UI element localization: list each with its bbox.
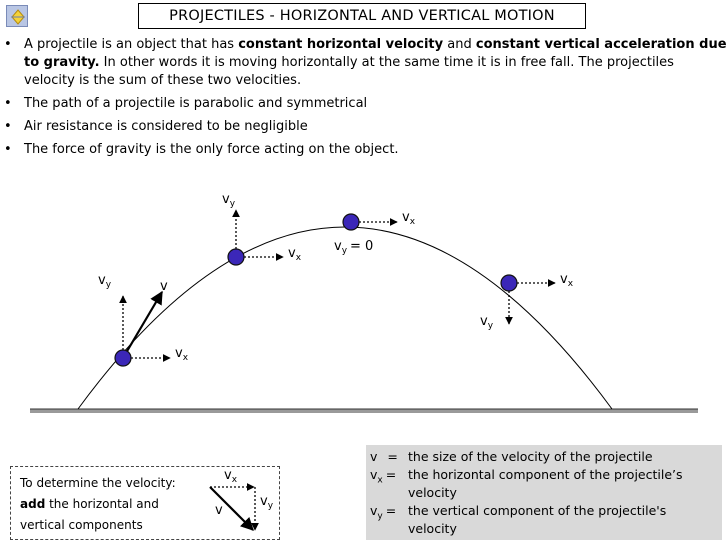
legend-box bbox=[366, 445, 722, 540]
ground-line bbox=[30, 409, 698, 413]
bullet-text: and bbox=[443, 37, 476, 52]
note-line-2 bbox=[20, 494, 279, 515]
legend-symbol: v = bbox=[370, 449, 398, 464]
projectile-ball bbox=[343, 214, 359, 230]
projectile-ball bbox=[228, 249, 244, 265]
bullet-text: The force of gravity is the only force acting on the object. bbox=[24, 142, 399, 157]
vy-label: $v_y$ bbox=[260, 494, 274, 511]
bullet-dot: • bbox=[4, 96, 12, 111]
legend-row bbox=[370, 448, 718, 466]
bullet-text: Air resistance is considered to be negligible bbox=[24, 119, 308, 134]
note-line-1: To determine the velocity: bbox=[20, 476, 176, 490]
page-title: PROJECTILES - HORIZONTAL AND VERTICAL MOTION bbox=[138, 3, 586, 29]
vx-label: $v_x$ bbox=[224, 468, 238, 485]
legend-row bbox=[370, 466, 718, 502]
velocity-arrow bbox=[123, 292, 162, 358]
velocity-label: v bbox=[215, 503, 223, 518]
projectile-ball bbox=[115, 350, 131, 366]
vy-label: $v_y$ bbox=[480, 314, 494, 331]
vx-label: $v_x$ bbox=[175, 346, 189, 363]
legend-text: the horizontal component of the projectile’s velocity bbox=[408, 467, 683, 500]
vy-zero-label: $v_y = 0$ bbox=[334, 239, 374, 256]
legend-text: the vertical component of the projectile's velocity bbox=[408, 503, 667, 536]
vy-label: $v_y$ bbox=[222, 192, 236, 209]
projectile-ball bbox=[501, 275, 517, 291]
vy-label: $v_y$ bbox=[98, 273, 112, 290]
velocity-note-box bbox=[10, 466, 280, 540]
bullet-dot: • bbox=[4, 142, 12, 157]
note-line-2-rest: the horizontal and bbox=[45, 497, 159, 511]
ball-descending-group bbox=[480, 272, 574, 331]
bullet-dot: • bbox=[4, 37, 12, 52]
ball-launch-group bbox=[98, 273, 189, 366]
vx-label: $v_x$ bbox=[560, 272, 574, 289]
bullet-bold-text: constant horizontal velocity bbox=[238, 37, 444, 52]
note-line-3: vertical components bbox=[20, 518, 143, 532]
bullet-text: The path of a projectile is parabolic and symmetrical bbox=[24, 96, 368, 111]
legend-text: the size of the velocity of the projectile bbox=[408, 449, 653, 464]
legend-symbol: $v_x$ = bbox=[370, 467, 397, 486]
ball-rising-group bbox=[222, 192, 302, 265]
bullet-text: In other words it is moving horizontally at the same time it is in free fall. The projectiles velocity is the sum of these two velocities. bbox=[24, 55, 674, 88]
vx-label: $v_x$ bbox=[402, 210, 416, 227]
ball-apex-group bbox=[334, 210, 416, 256]
bullet-text: A projectile is an object that has bbox=[24, 37, 239, 52]
velocity-label: v bbox=[160, 279, 168, 294]
legend-row bbox=[370, 502, 718, 538]
vx-label: $v_x$ bbox=[288, 246, 302, 263]
legend-symbol: $v_y$ = bbox=[370, 503, 397, 522]
note-bold-word: add bbox=[20, 497, 46, 511]
bullet-bold-text: constant vertical acceleration due to gravity. bbox=[24, 37, 727, 70]
bullet-dot: • bbox=[4, 119, 12, 134]
